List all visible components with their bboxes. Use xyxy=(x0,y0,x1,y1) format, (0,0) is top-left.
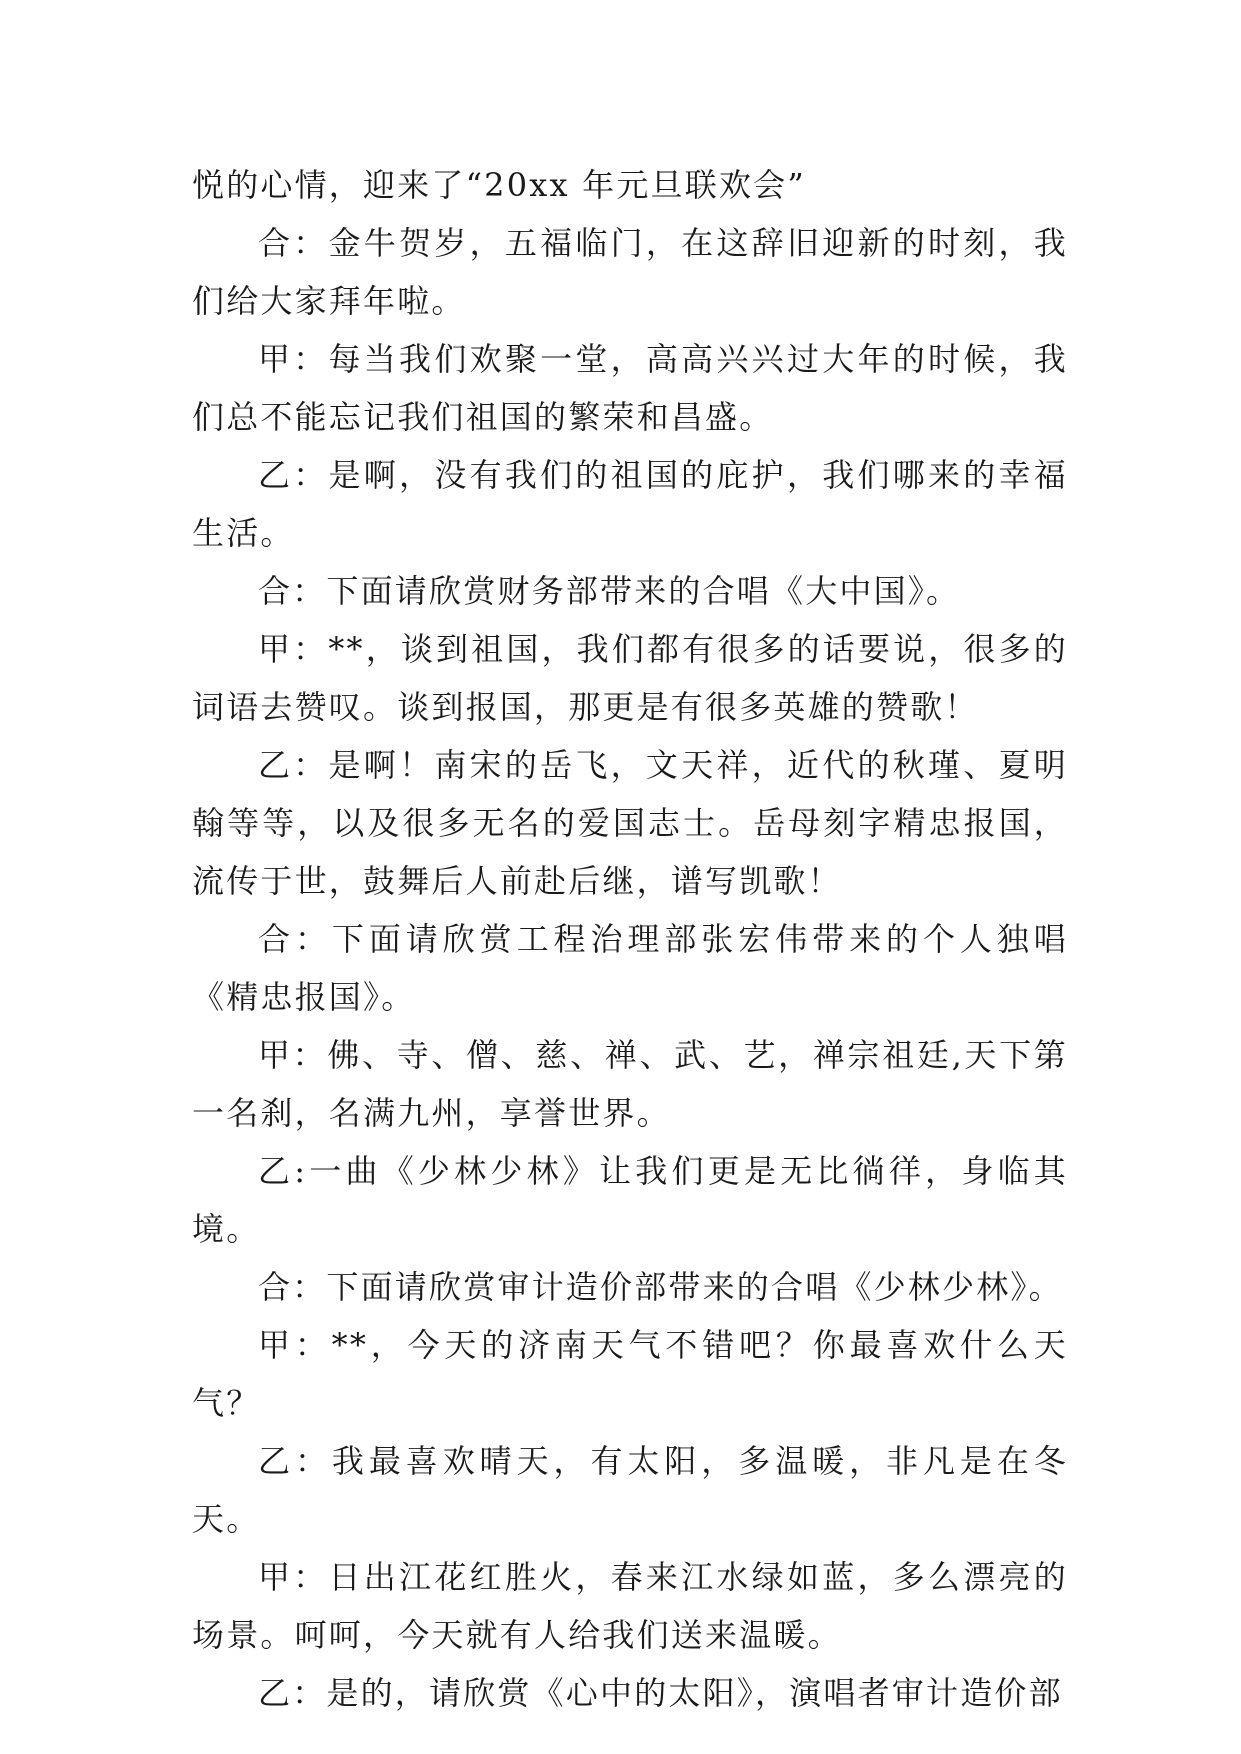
paragraph-6: 甲：**，谈到祖国，我们都有很多的话要说，很多的词语去赞叹。谈到报国，那更是有很多英雄的赞歌！ xyxy=(192,630,1068,726)
paragraph-4: 乙：是啊，没有我们的祖国的庇护，我们哪来的幸福生活。 xyxy=(192,456,1068,552)
paragraph-1: 悦的心情，迎来了“20xx 年元旦联欢会” xyxy=(192,166,806,204)
paragraph-8: 合：下面请欣赏工程治理部张宏伟带来的个人独唱《精忠报国》。 xyxy=(192,920,1068,1016)
document-body xyxy=(192,156,1068,1722)
paragraph-5: 合：下面请欣赏财务部带来的合唱《大中国》。 xyxy=(258,572,961,610)
paragraph-9: 甲：佛、寺、僧、慈、禅、武、艺，禅宗祖廷,天下第一名刹，名满九州，享誉世界。 xyxy=(192,1036,1068,1132)
paragraph-10: 乙:一曲《少林少林》让我们更是无比徜徉，身临其境。 xyxy=(192,1152,1068,1248)
paragraph-12: 甲：**，今天的济南天气不错吧？你最喜欢什么天气？ xyxy=(192,1326,1068,1422)
paragraph-2: 合：金牛贺岁，五福临门，在这辞旧迎新的时刻，我们给大家拜年啦。 xyxy=(192,224,1068,320)
paragraph-11: 合：下面请欣赏审计造价部带来的合唱《少林少林》。 xyxy=(258,1268,1063,1306)
paragraph-14: 甲：日出江花红胜火，春来江水绿如蓝，多么漂亮的场景。呵呵，今天就有人给我们送来温暖。 xyxy=(192,1558,1068,1654)
paragraph-7: 乙：是啊！南宋的岳飞，文天祥，近代的秋瑾、夏明翰等等，以及很多无名的爱国志士。岳母刻字精忠报国，流传于世，鼓舞后人前赴后继，谱写凯歌！ xyxy=(192,746,1068,900)
paragraph-3: 甲：每当我们欢聚一堂，高高兴兴过大年的时候，我们总不能忘记我们祖国的繁荣和昌盛。 xyxy=(192,340,1068,436)
paragraph-13: 乙：我最喜欢晴天，有太阳，多温暖，非凡是在冬天。 xyxy=(192,1442,1068,1538)
paragraph-15: 乙：是的，请欣赏《心中的太阳》，演唱者审计造价部 xyxy=(258,1674,1063,1712)
